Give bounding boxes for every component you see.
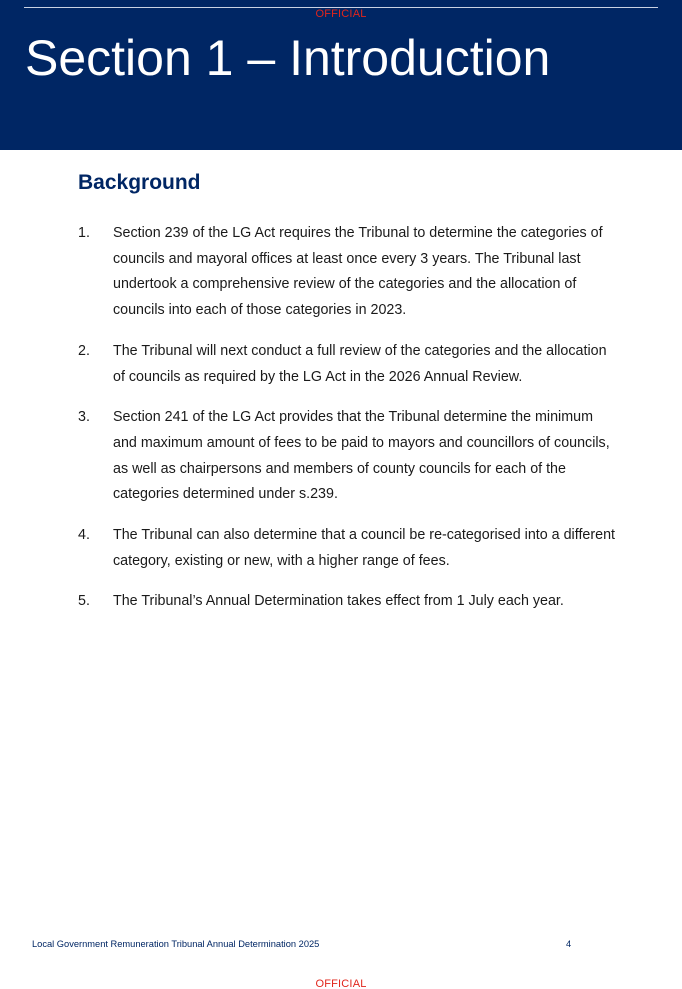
list-item <box>78 589 618 615</box>
footer-document-title: Local Government Remuneration Tribunal Annual Determination 2025 <box>32 939 320 949</box>
list-item <box>78 339 618 390</box>
numbered-list <box>78 221 618 630</box>
background-heading: Background <box>78 171 201 194</box>
item-number: 5. <box>78 593 90 610</box>
item-number: 2. <box>78 342 90 359</box>
list-item <box>78 523 618 574</box>
list-item <box>78 405 618 508</box>
item-text: The Tribunal can also determine that a council be re-categorised into a different category, existing or new, with a higher range of fees. <box>113 527 616 569</box>
item-text: The Tribunal’s Annual Determination takes effect from 1 July each year. <box>113 593 564 610</box>
section-title: Section 1 – Introduction <box>25 30 551 86</box>
security-marking-top: OFFICIAL <box>315 8 367 20</box>
item-number: 4. <box>78 527 90 544</box>
item-text: The Tribunal will next conduct a full review of the categories and the allocation of councils as required by the LG Act in the 2026 Annual Review. <box>113 342 607 385</box>
footer-page-number: 4 <box>566 939 572 949</box>
item-number: 1. <box>78 225 90 241</box>
item-text: Section 239 of the LG Act requires the Tribunal to determine the categories of councils and mayoral offices at least once every 3 years. The Tribunal last undertook a comprehensive review of the categories and the allocation of councils into each of those categories in 2023. <box>113 225 603 319</box>
section-banner <box>0 0 682 150</box>
list-item <box>78 221 618 324</box>
item-number: 3. <box>78 409 90 426</box>
security-marking-bottom: OFFICIAL <box>315 978 367 989</box>
item-text: Section 241 of the LG Act provides that the Tribunal determine the minimum and maximum amount of fees to be paid to mayors and councillors of councils, as well as chairpersons and members of county councils for each of the categories determined under s.239. <box>113 409 610 503</box>
